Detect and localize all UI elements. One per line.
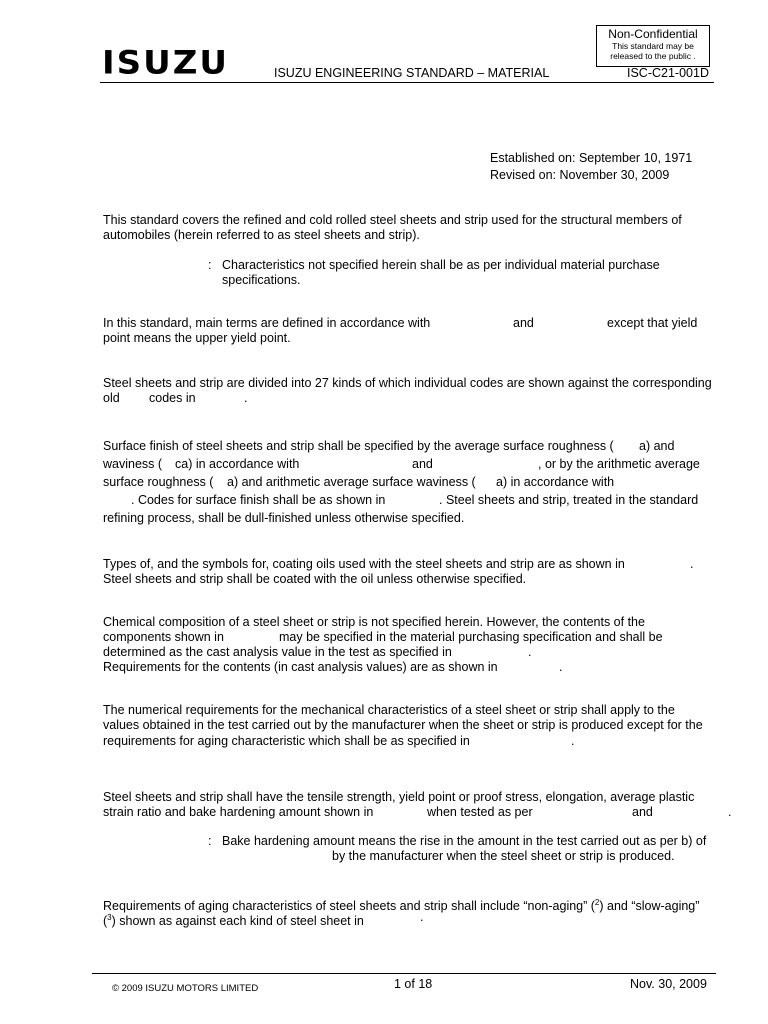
tensile-line-2a: strain ratio and bake hardening amount shown in — [103, 805, 374, 819]
aging-line-2b: ) shown as against each kind of steel sheet in — [111, 914, 364, 929]
scope-remark-line-2: specifications. — [222, 273, 301, 287]
mechanical-line-3b: . — [571, 734, 575, 748]
scope-remark-colon: : — [208, 258, 212, 272]
mechanical-line-3a: requirements for aging characteristic which shall be as specified in — [103, 734, 470, 748]
aging-superscript-2: 2 — [594, 898, 600, 907]
surface-line-4b: . Steel sheets and strip, treated in the standard — [439, 493, 699, 507]
surface-line-2d: , or by the arithmetic average — [538, 457, 700, 471]
classification-word-old: old — [103, 391, 120, 405]
footer-rule — [92, 973, 716, 974]
scope-line-1: This standard covers the refined and cold rolled steel sheets and strip used for the structural members of — [103, 213, 682, 227]
scope-remark-line-1: Characteristics not specified herein shall be as per individual material purchase — [222, 258, 660, 272]
aging-line-2a: ( — [103, 914, 108, 929]
chemical-line-3: determined as the cast analysis value in the test as specified in — [103, 645, 452, 659]
tensile-remark-line-1: Bake hardening amount means the rise in the amount in the test carried out as per b) of — [222, 834, 707, 848]
surface-line-2a: waviness ( — [103, 457, 163, 471]
surface-line-2c: and — [412, 457, 433, 471]
tensile-remark-colon: : — [208, 834, 212, 848]
chemical-line-1: Chemical composition of a steel sheet or strip is not specified herein. However, the contents of the — [103, 615, 645, 629]
classification-period: . — [244, 391, 248, 405]
definitions-part-1: In this standard, main terms are defined in accordance with — [103, 316, 431, 330]
standard-title: ISUZU ENGINEERING STANDARD – MATERIAL — [274, 66, 550, 80]
footer-date: Nov. 30, 2009 — [630, 977, 707, 991]
aging-line-1a: Requirements of aging characteristics of steel sheets and strip shall include “non-aging” ( — [103, 899, 595, 914]
surface-line-3b: a) and arithmetic average surface waviness ( — [227, 475, 476, 489]
classification-line-1: Steel sheets and strip are divided into 27 kinds of which individual codes are shown against the corresponding — [103, 376, 712, 390]
header-rule — [100, 82, 714, 83]
tensile-line-2d: . — [728, 805, 732, 819]
revised-date: Revised on: November 30, 2009 — [490, 168, 670, 182]
aging-line-1b: ) and “slow-aging” — [599, 899, 700, 914]
classification-label: Non-Confidential — [608, 27, 698, 41]
chemical-line-4b: . — [559, 660, 563, 674]
scope-line-2: automobiles (herein referred to as steel sheets and strip). — [103, 228, 420, 242]
tensile-remark-line-2: by the manufacturer when the steel sheet or strip is produced. — [332, 849, 675, 863]
aging-line-2c: . — [420, 910, 424, 924]
oils-line-2: Steel sheets and strip shall be coated with the oil unless otherwise specified. — [103, 572, 527, 586]
isuzu-logo: ISUZU — [102, 44, 230, 82]
chemical-line-3b: . — [528, 645, 532, 659]
chemical-line-4a: Requirements for the contents (in cast analysis values) are as shown in — [103, 660, 498, 674]
aging-superscript-3: 3 — [107, 913, 112, 922]
definitions-part-2: and — [513, 316, 534, 330]
definitions-part-3: except that yield — [607, 316, 698, 330]
footer-page-number: 1 of 18 — [394, 977, 433, 991]
footer-copyright: © 2009 ISUZU MOTORS LIMITED — [112, 983, 259, 994]
definitions-line-2: point means the upper yield point. — [103, 331, 291, 345]
classification-note-1: This standard may be — [612, 41, 694, 51]
surface-line-1a: Surface finish of steel sheets and strip shall be specified by the average surface roughness ( — [103, 439, 614, 453]
oils-line-1b: . — [690, 557, 694, 571]
classification-note-2: released to the public . — [610, 51, 696, 61]
mechanical-line-2: values obtained in the test carried out by the manufacturer when the sheet or strip is produced except for the — [103, 718, 703, 732]
tensile-line-2c: and — [632, 805, 653, 819]
chemical-line-2b: may be specified in the material purchasing specification and shall be — [279, 630, 663, 644]
mechanical-line-1: The numerical requirements for the mechanical characteristics of a steel sheet or strip shall apply to the — [103, 703, 675, 717]
chemical-line-2a: components shown in — [103, 630, 224, 644]
surface-line-2b: ca) in accordance with — [175, 457, 300, 471]
tensile-line-2b: when tested as per — [427, 805, 533, 819]
surface-line-1b: a) and — [639, 439, 675, 453]
established-date: Established on: September 10, 1971 — [490, 151, 693, 165]
standard-code: ISC-C21-001D — [627, 66, 709, 80]
classification-box — [596, 25, 710, 67]
surface-line-4a: . Codes for surface finish shall be as shown in — [131, 493, 386, 507]
surface-line-3c: a) in accordance with — [496, 475, 615, 489]
oils-line-1a: Types of, and the symbols for, coating oils used with the steel sheets and strip are as shown in — [103, 557, 625, 571]
surface-line-3a: surface roughness ( — [103, 475, 214, 489]
classification-word-codes: codes in — [149, 391, 196, 405]
aging-line-2 — [103, 910, 364, 929]
surface-line-5: refining process, shall be dull-finished unless otherwise specified. — [103, 511, 465, 525]
tensile-line-1: Steel sheets and strip shall have the tensile strength, yield point or proof stress, elongation, average plastic — [103, 790, 695, 804]
